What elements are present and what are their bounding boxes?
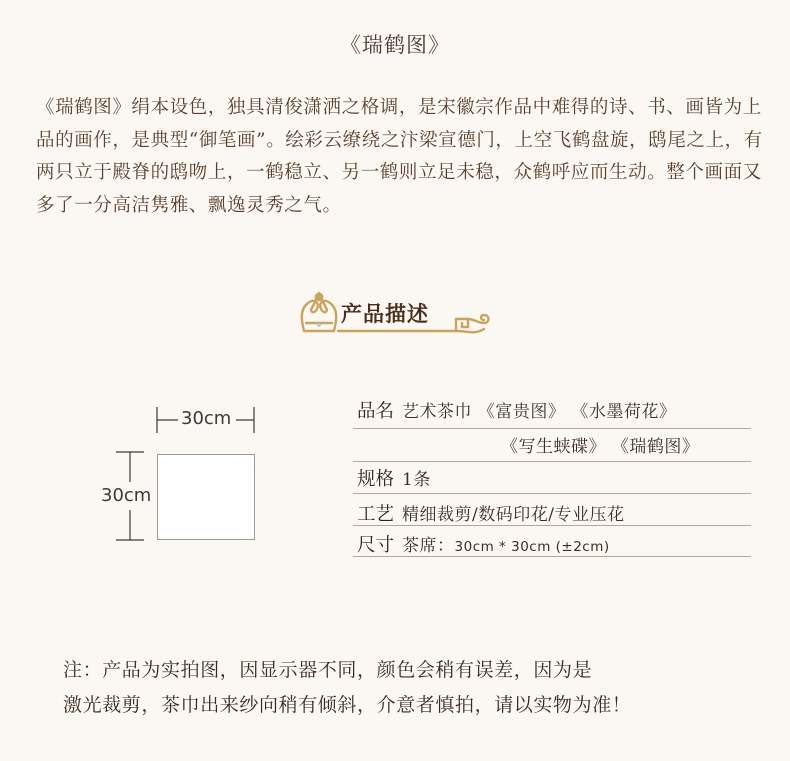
section-title: 产品描述	[341, 301, 429, 326]
spec-row-name	[353, 397, 751, 429]
spec-row-craft	[353, 500, 751, 526]
note-line-2: 激光裁剪，茶巾出来纱向稍有倾斜，介意者慎拍，请以实物为准！	[63, 694, 632, 716]
spec-spec-value: 1条	[402, 470, 431, 490]
spec-row-size	[353, 531, 751, 557]
spec-name-value-2: 《写生蛱碟》 《瑞鹤图》	[501, 437, 700, 457]
page-title: 《瑞鹤图》	[340, 33, 450, 57]
disclaimer-note	[63, 653, 763, 723]
spec-craft-value: 精细裁剪/数码印花/专业压花	[402, 505, 625, 525]
spec-name-label: 品名	[357, 401, 395, 422]
note-line-1: 注：产品为实拍图，因显示器不同，颜色会稍有误差，因为是	[63, 659, 593, 681]
spec-spec-label: 规格	[357, 469, 395, 490]
spec-craft-label: 工艺	[357, 504, 395, 525]
spec-row-spec	[353, 465, 751, 494]
spec-row-name-cont	[353, 432, 751, 462]
dimension-diagram	[0, 0, 360, 560]
intro-paragraph: 《瑞鹤图》绢本设色，独具清俊潇洒之格调，是宋徽宗作品中难得的诗、书、画皆为上品的画作，是典型“御笔画”。绘彩云缭绕之汴梁宣德门，上空飞鹤盘旋，鸱尾之上，有两只立于殿脊的鸱吻上，一鹤稳立、另一鹤则立足未稳，众鹤呼应而生动。整个画面又多了一分高洁隽雅、飘逸灵秀之气。	[36, 97, 763, 216]
spec-size-prefix: 茶席：	[402, 536, 455, 556]
spec-size-value: 30cm * 30cm (±2cm)	[454, 539, 610, 555]
height-label: 30cm	[101, 485, 152, 506]
width-label: 30cm	[181, 408, 232, 429]
spec-size-label: 尺寸	[357, 535, 395, 556]
spec-name-value-1: 艺术茶巾 《富贵图》 《水墨荷花》	[402, 402, 677, 422]
dimension-lines-icon	[0, 0, 360, 560]
